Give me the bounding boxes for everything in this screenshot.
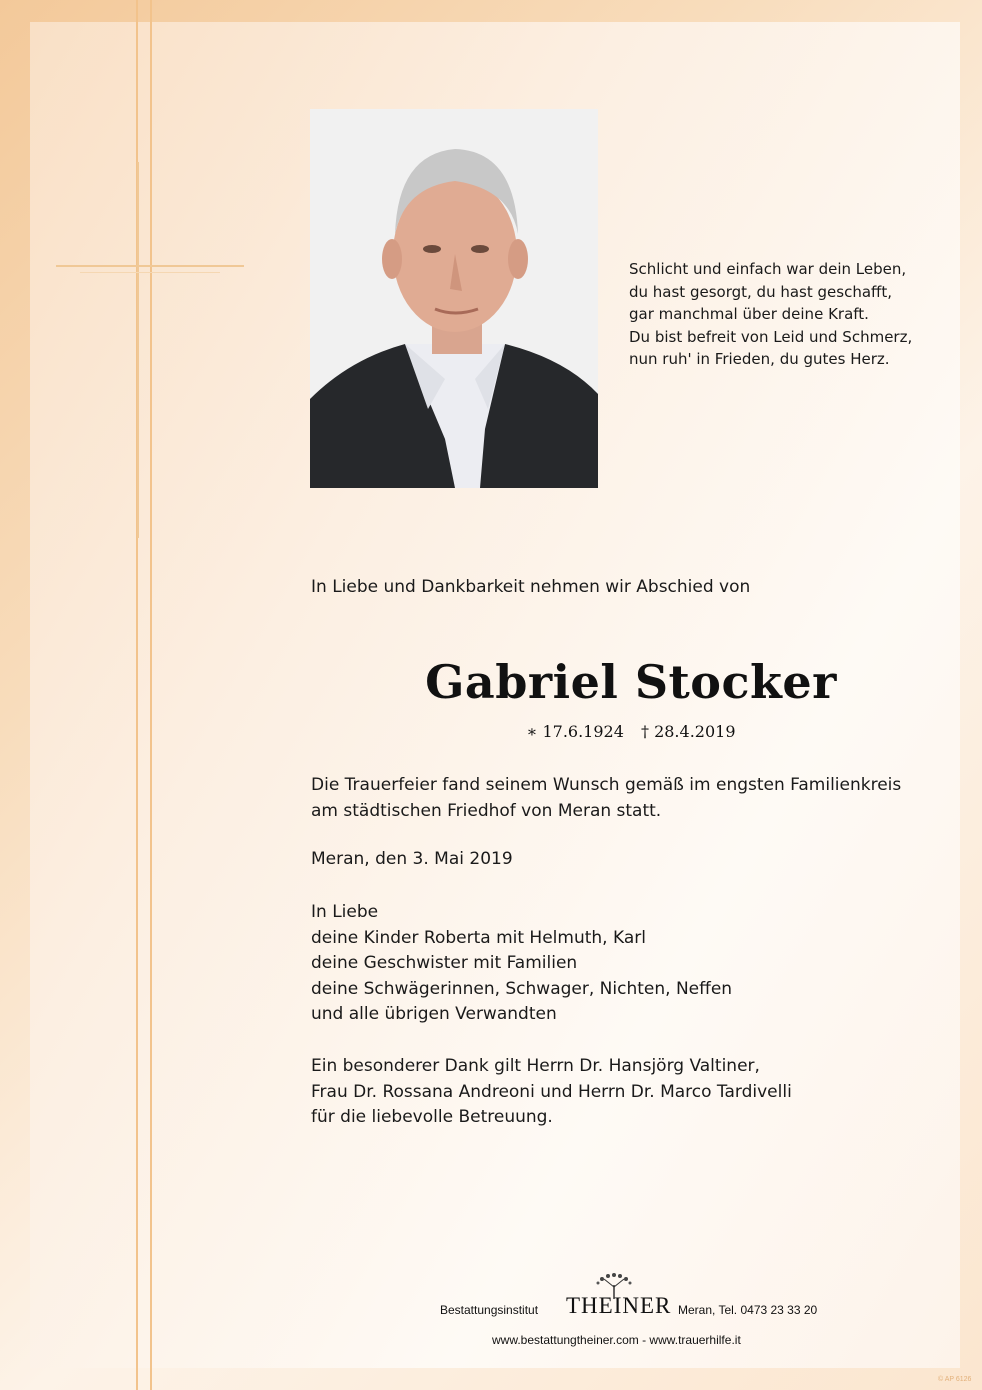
text-line: am städtischen Friedhof von Meran statt. [311, 800, 662, 821]
cross-icon-shadow [80, 272, 220, 273]
footer-contact: Meran, Tel. 0473 23 33 20 [678, 1303, 818, 1317]
poem-line: nun ruh' in Frieden, du gutes Herz. [629, 350, 890, 368]
footer-label: Bestattungsinstitut [440, 1303, 539, 1317]
life-dates [310, 722, 952, 741]
death-date: † 28.4.2019 [640, 722, 736, 741]
family-line: deine Schwägerinnen, Schwager, Nichten, Neffen [311, 978, 733, 999]
cross-icon-vertical [137, 162, 139, 538]
document-code: © AP 6126 [938, 1376, 972, 1383]
poem-line: du hast gesorgt, du hast geschafft, [629, 282, 892, 301]
poem [629, 258, 929, 371]
birth-date: ∗ 17.6.1924 [526, 722, 624, 741]
footer-brand-logo: THEINER [566, 1293, 672, 1318]
thanks-paragraph [311, 1054, 792, 1131]
family-line: deine Kinder Roberta mit Helmuth, Karl [311, 927, 646, 948]
text-line: Die Trauerfeier fand seinem Wunsch gemäß im engsten Familienkreis [311, 775, 902, 795]
cross-icon-horizontal [56, 265, 244, 267]
deceased-name: Gabriel Stocker [425, 655, 837, 709]
funeral-home-footer [440, 1285, 840, 1347]
ceremony-paragraph [311, 773, 901, 824]
intro-text: In Liebe und Dankbarkeit nehmen wir Abschied von [311, 577, 751, 597]
place-date: Meran, den 3. Mai 2019 [311, 849, 513, 869]
poem-line: gar manchmal über deine Kraft. [629, 305, 869, 323]
poem-line: Du bist befreit von Leid und Schmerz, [629, 327, 913, 346]
vertical-line [150, 0, 152, 1390]
thanks-line: Ein besonderer Dank gilt Herrn Dr. Hansjörg Valtiner, [311, 1056, 760, 1076]
thanks-line: Frau Dr. Rossana Andreoni und Herrn Dr. Marco Tardivelli [311, 1081, 792, 1102]
thanks-line: für die liebevolle Betreuung. [311, 1107, 553, 1127]
family-line: In Liebe [311, 902, 379, 922]
portrait-photo [310, 109, 598, 488]
poem-line: Schlicht und einfach war dein Leben, [629, 260, 907, 278]
family-line: und alle übrigen Verwandten [311, 1004, 557, 1024]
family-list [311, 900, 732, 1028]
family-line: deine Geschwister mit Familien [311, 953, 578, 973]
footer-websites: www.bestattungtheiner.com - www.trauerhilfe.it [492, 1333, 741, 1347]
